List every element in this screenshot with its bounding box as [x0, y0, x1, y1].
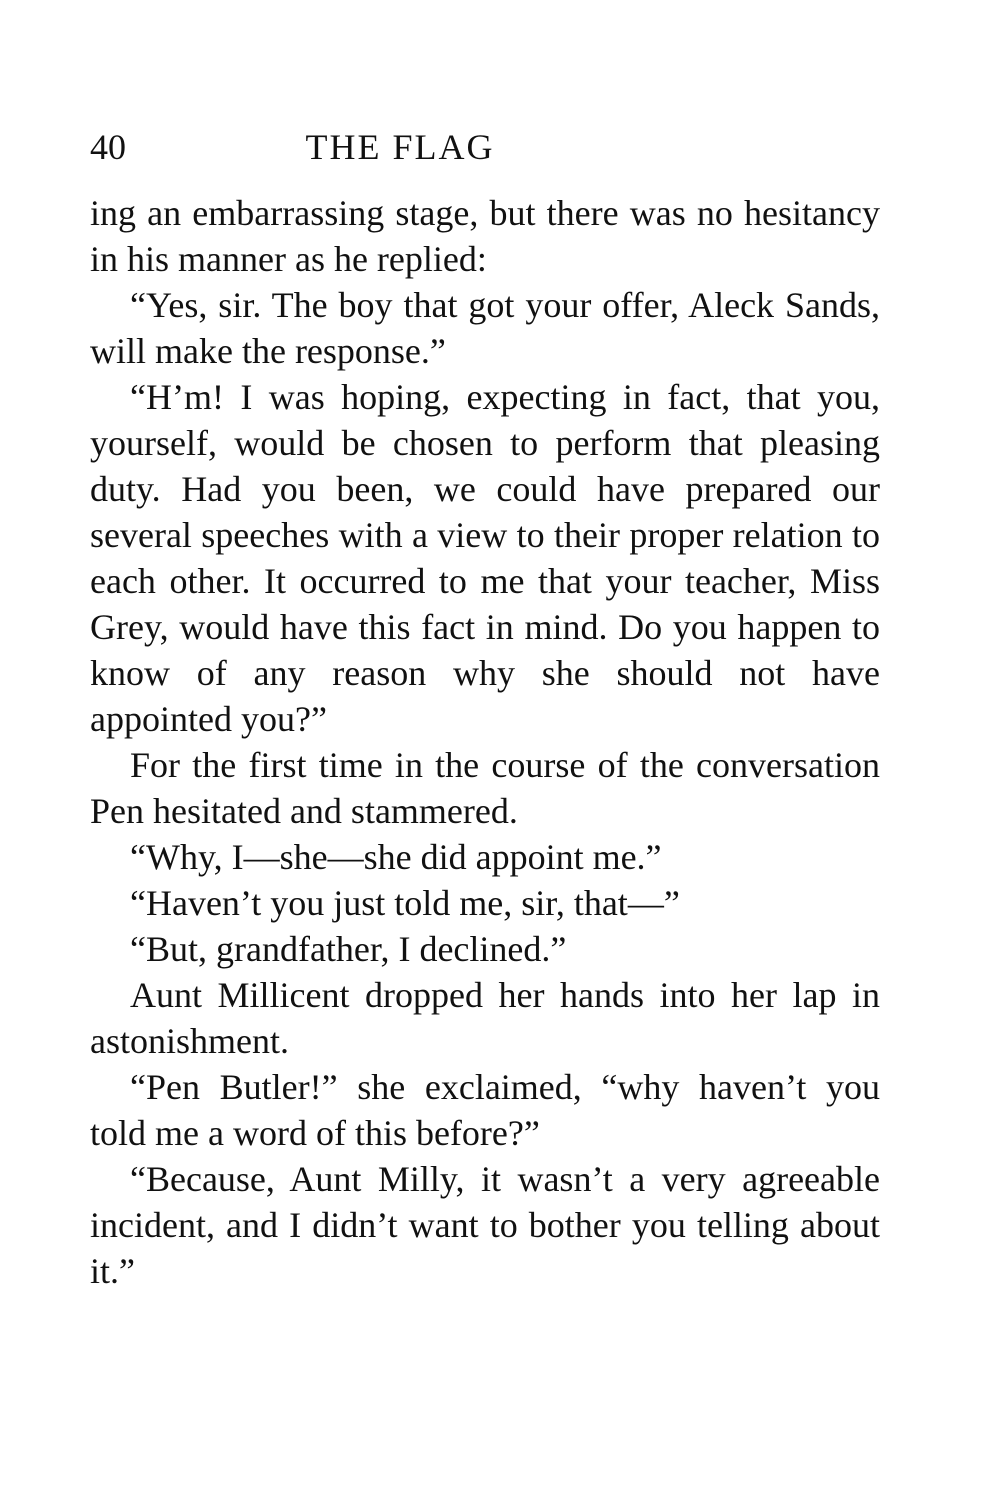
- paragraph: “But, grandfather, I declined.”: [130, 929, 567, 969]
- paragraph: “Why, I—she—she did appoint me.”: [130, 837, 662, 877]
- paragraph: “H’m! I was hoping, expecting in fact, that you, yourself, would be chosen to perform that pleasing duty. Had you been, we could have prepared our several speeches with a view to their proper relation to each other. It occurred to me that your teacher, Miss Grey, would have this fact in mind. Do you happen to know of any reason why she should not have appointed you?”: [90, 377, 880, 739]
- paragraph-continued: ing an embarrassing stage, but there was no hesitancy in his manner as he replied:: [90, 193, 880, 279]
- paragraph: “Pen Butler!” she exclaimed, “why haven’t you told me a word of this before?”: [90, 1067, 880, 1153]
- body-text: [90, 190, 880, 1294]
- paragraph: “Haven’t you just told me, sir, that—”: [130, 883, 680, 923]
- book-title: THE FLAG: [305, 127, 495, 167]
- paragraph: Aunt Millicent dropped her hands into her lap in astonishment.: [90, 975, 880, 1061]
- page-number: 40: [90, 127, 126, 167]
- paragraph: “Yes, sir. The boy that got your offer, Aleck Sands, will make the response.”: [90, 285, 880, 371]
- paragraph: For the first time in the course of the conversation Pen hesitated and stammered.: [90, 745, 880, 831]
- running-head: [90, 122, 880, 172]
- paragraph: “Because, Aunt Milly, it wasn’t a very agreeable incident, and I didn’t want to bother you telling about it.”: [90, 1159, 880, 1291]
